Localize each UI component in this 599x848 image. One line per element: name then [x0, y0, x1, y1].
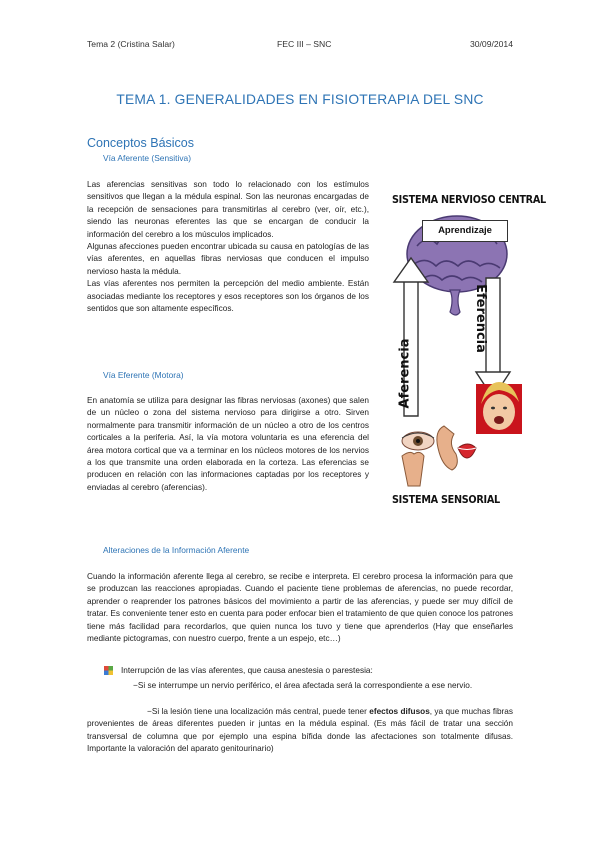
- header-author: Tema 2 (Cristina Salar): [87, 39, 175, 49]
- diagram-label-aferencia: Aferencia: [397, 338, 413, 409]
- bullet-icon: [104, 666, 113, 675]
- diagram-label-sensorial: SISTEMA SENSORIAL: [392, 494, 500, 506]
- paragraph-aferente-2: Algunas afecciones pueden encontrar ubicada su causa en patologías de las vías aferentes, en aquellas fibras nerviosas que conducen el impulso nervioso hasta la médula.: [87, 242, 369, 276]
- sub-item-periferico: [87, 680, 513, 692]
- paragraph-alteraciones: Cuando la información aferente llega al cerebro, se recibe e interpreta. El cerebro procesa la información para que se produzcan las reacciones apropiadas. Cuando el paciente tiene problemas de aferencias, no puede recordar, aprender o reaprender los patrones básicos del movimiento a partir de las aferencias, y puede ser muy difícil de tratar. Es conveniente tener esto en cuenta para poder enfocar bien el tratamiento de que quien conoce los patrones tiene más facilidad para recordarlos, que quien nunca los tuvo y tiene que aprenderlos (Hay que enseñarles mediante pictogramas, con nuestro cuerpo, frente a un espejo, etc…): [87, 572, 513, 644]
- diagram-snc: [392, 186, 546, 516]
- diagram-label-eferencia: Eferencia: [472, 284, 488, 353]
- sensory-organs-icon: [402, 426, 476, 486]
- child-photo-icon: [476, 382, 522, 434]
- bullet-interrupcion: [104, 666, 373, 675]
- subheading-via-eferente: Vía Eferente (Motora): [103, 370, 184, 380]
- paragraph-aferente-1: Las aferencias sensitivas son todo lo relacionado con los estímulos sensitivos que llegan a la médula espinal. Son las neuronas encargadas de la recepción de sensaciones para transmitirlas al cerebro (ver, oír, etc.), siendo las neuronas eferentes las que se encargan de conducir la información del cerebro a los músculos implicados.: [87, 180, 369, 239]
- subheading-alteraciones: Alteraciones de la Información Aferente: [103, 545, 250, 555]
- subheading-via-aferente: Vía Aferente (Sensitiva): [103, 153, 191, 163]
- diagram-label-aprendizaje: Aprendizaje: [422, 220, 508, 242]
- sub-item-2-post: , ya que muchas fibras provenientes de áreas diferentes pueden ir juntas en la médula espinal. (Es más fácil de tratar una sección transversal de columna que por ejemplo una espina bífida donde las afectaciones son totalmente difusas. Importante la valoración del aparato genitourinario): [87, 707, 513, 754]
- paragraph-eferente: En anatomía se utiliza para designar las fibras nerviosas (axones) que salen de un núcleo o zona del sistema nervioso para dirigirse a otro. Sirven normalmente para transmitir información de un núcleo a otro de los centros corticales a la periferia. Así, la vía motora voluntaria es una eferencia del área motora cortical que va a terminar en los núcleos motores de los nervios a los que transmite una orden elaborada en la corteza. Las eferencias se producen en relación con las informaciones captadas por los receptores y enviadas al cerebro (aferencias).: [87, 396, 369, 492]
- sub-item-2-pre: −Si la lesión tiene una localización más central, puede tener: [147, 707, 370, 716]
- paragraph-aferente: [87, 179, 369, 315]
- sub-item-central: [87, 706, 513, 756]
- paragraph-aferente-3: Las vías aferentes nos permiten la percepción del medio ambiente. Están asociadas mediante los receptores y esos receptores son los órganos de los sentidos que son altamente específicos.: [87, 279, 369, 314]
- sub-item-2-bold: efectos difusos: [369, 707, 430, 716]
- sub-item-1-text: −Si se interrumpe un nervio periférico, el área afectada será la correspondiente a ese nervio.: [133, 681, 473, 690]
- header-course: FEC III – SNC: [277, 39, 332, 49]
- header-date: 30/09/2014: [469, 39, 513, 49]
- bullet-text: Interrupción de las vías aferentes, que causa anestesia o parestesia:: [121, 666, 373, 675]
- section-heading-conceptos: Conceptos Básicos: [87, 136, 195, 150]
- document-title: TEMA 1. GENERALIDADES EN FISIOTERAPIA DEL SNC: [116, 92, 484, 107]
- diagram-label-snc: SISTEMA NERVIOSO CENTRAL: [392, 194, 546, 206]
